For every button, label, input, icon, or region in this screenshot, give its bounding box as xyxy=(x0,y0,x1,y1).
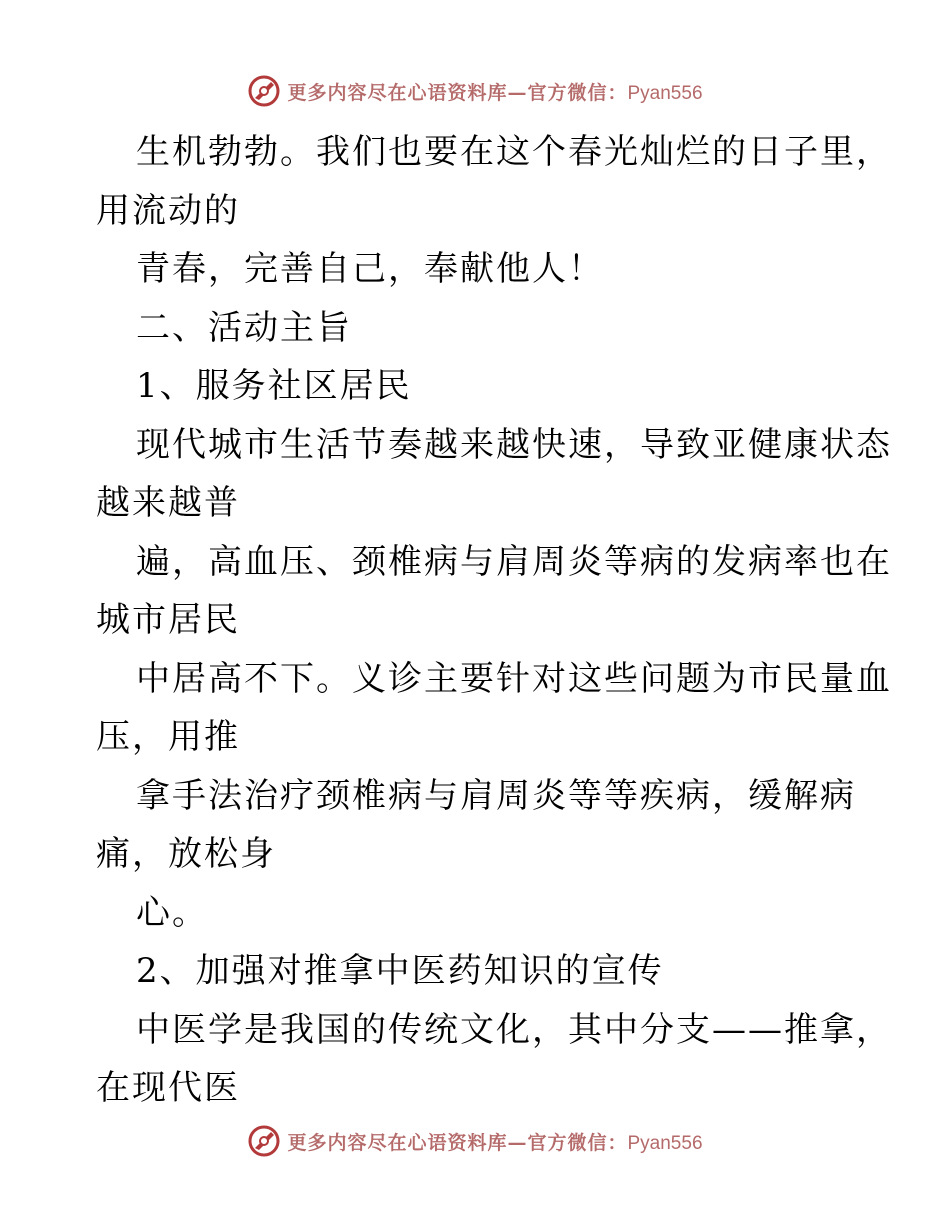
text-line: 中居高不下。义诊主要针对这些问题为市民量血 xyxy=(136,658,892,699)
text-line: 心。 xyxy=(136,892,208,933)
banner-wechat: Pyan556 xyxy=(627,82,703,104)
text-line: 1、服务社区居民 xyxy=(136,366,412,406)
text-line: 中医学是我国的传统文化，其中分支——推拿， xyxy=(136,1009,892,1050)
text-line: 青春，完善自己，奉献他人！ xyxy=(136,249,604,289)
text-line: 生机勃勃。我们也要在这个春光灿烂的日子里， xyxy=(136,132,892,172)
text-line: 在现代医 xyxy=(96,1068,240,1108)
banner-text: 更多内容尽在心语资料库—官方微信： xyxy=(287,81,628,104)
text-line: 越来越普 xyxy=(96,483,240,523)
text-line: 现代城市生活节奏越来越快速，导致亚健康状态 xyxy=(136,424,892,465)
text-line: 压，用推 xyxy=(96,717,240,757)
footer-banner xyxy=(0,1121,950,1161)
text-line: 2、加强对推拿中医药知识的宣传 xyxy=(136,951,664,991)
logo-icon xyxy=(247,1124,281,1158)
document-body xyxy=(96,123,892,1118)
text-line: 用流动的 xyxy=(96,190,240,231)
text-line: 遍，高血压、颈椎病与肩周炎等病的发病率也在 xyxy=(136,541,892,582)
text-line: 拿手法治疗颈椎病与肩周炎等等疾病，缓解病 xyxy=(136,775,856,816)
text-line: 城市居民 xyxy=(96,600,240,640)
header-banner xyxy=(0,71,950,111)
text-line: 二、活动主旨 xyxy=(136,307,352,348)
banner-text: 更多内容尽在心语资料库—官方微信： xyxy=(287,1131,628,1154)
banner-wechat: Pyan556 xyxy=(627,1132,703,1154)
text-line: 痛，放松身 xyxy=(96,834,276,874)
logo-icon xyxy=(247,74,281,108)
